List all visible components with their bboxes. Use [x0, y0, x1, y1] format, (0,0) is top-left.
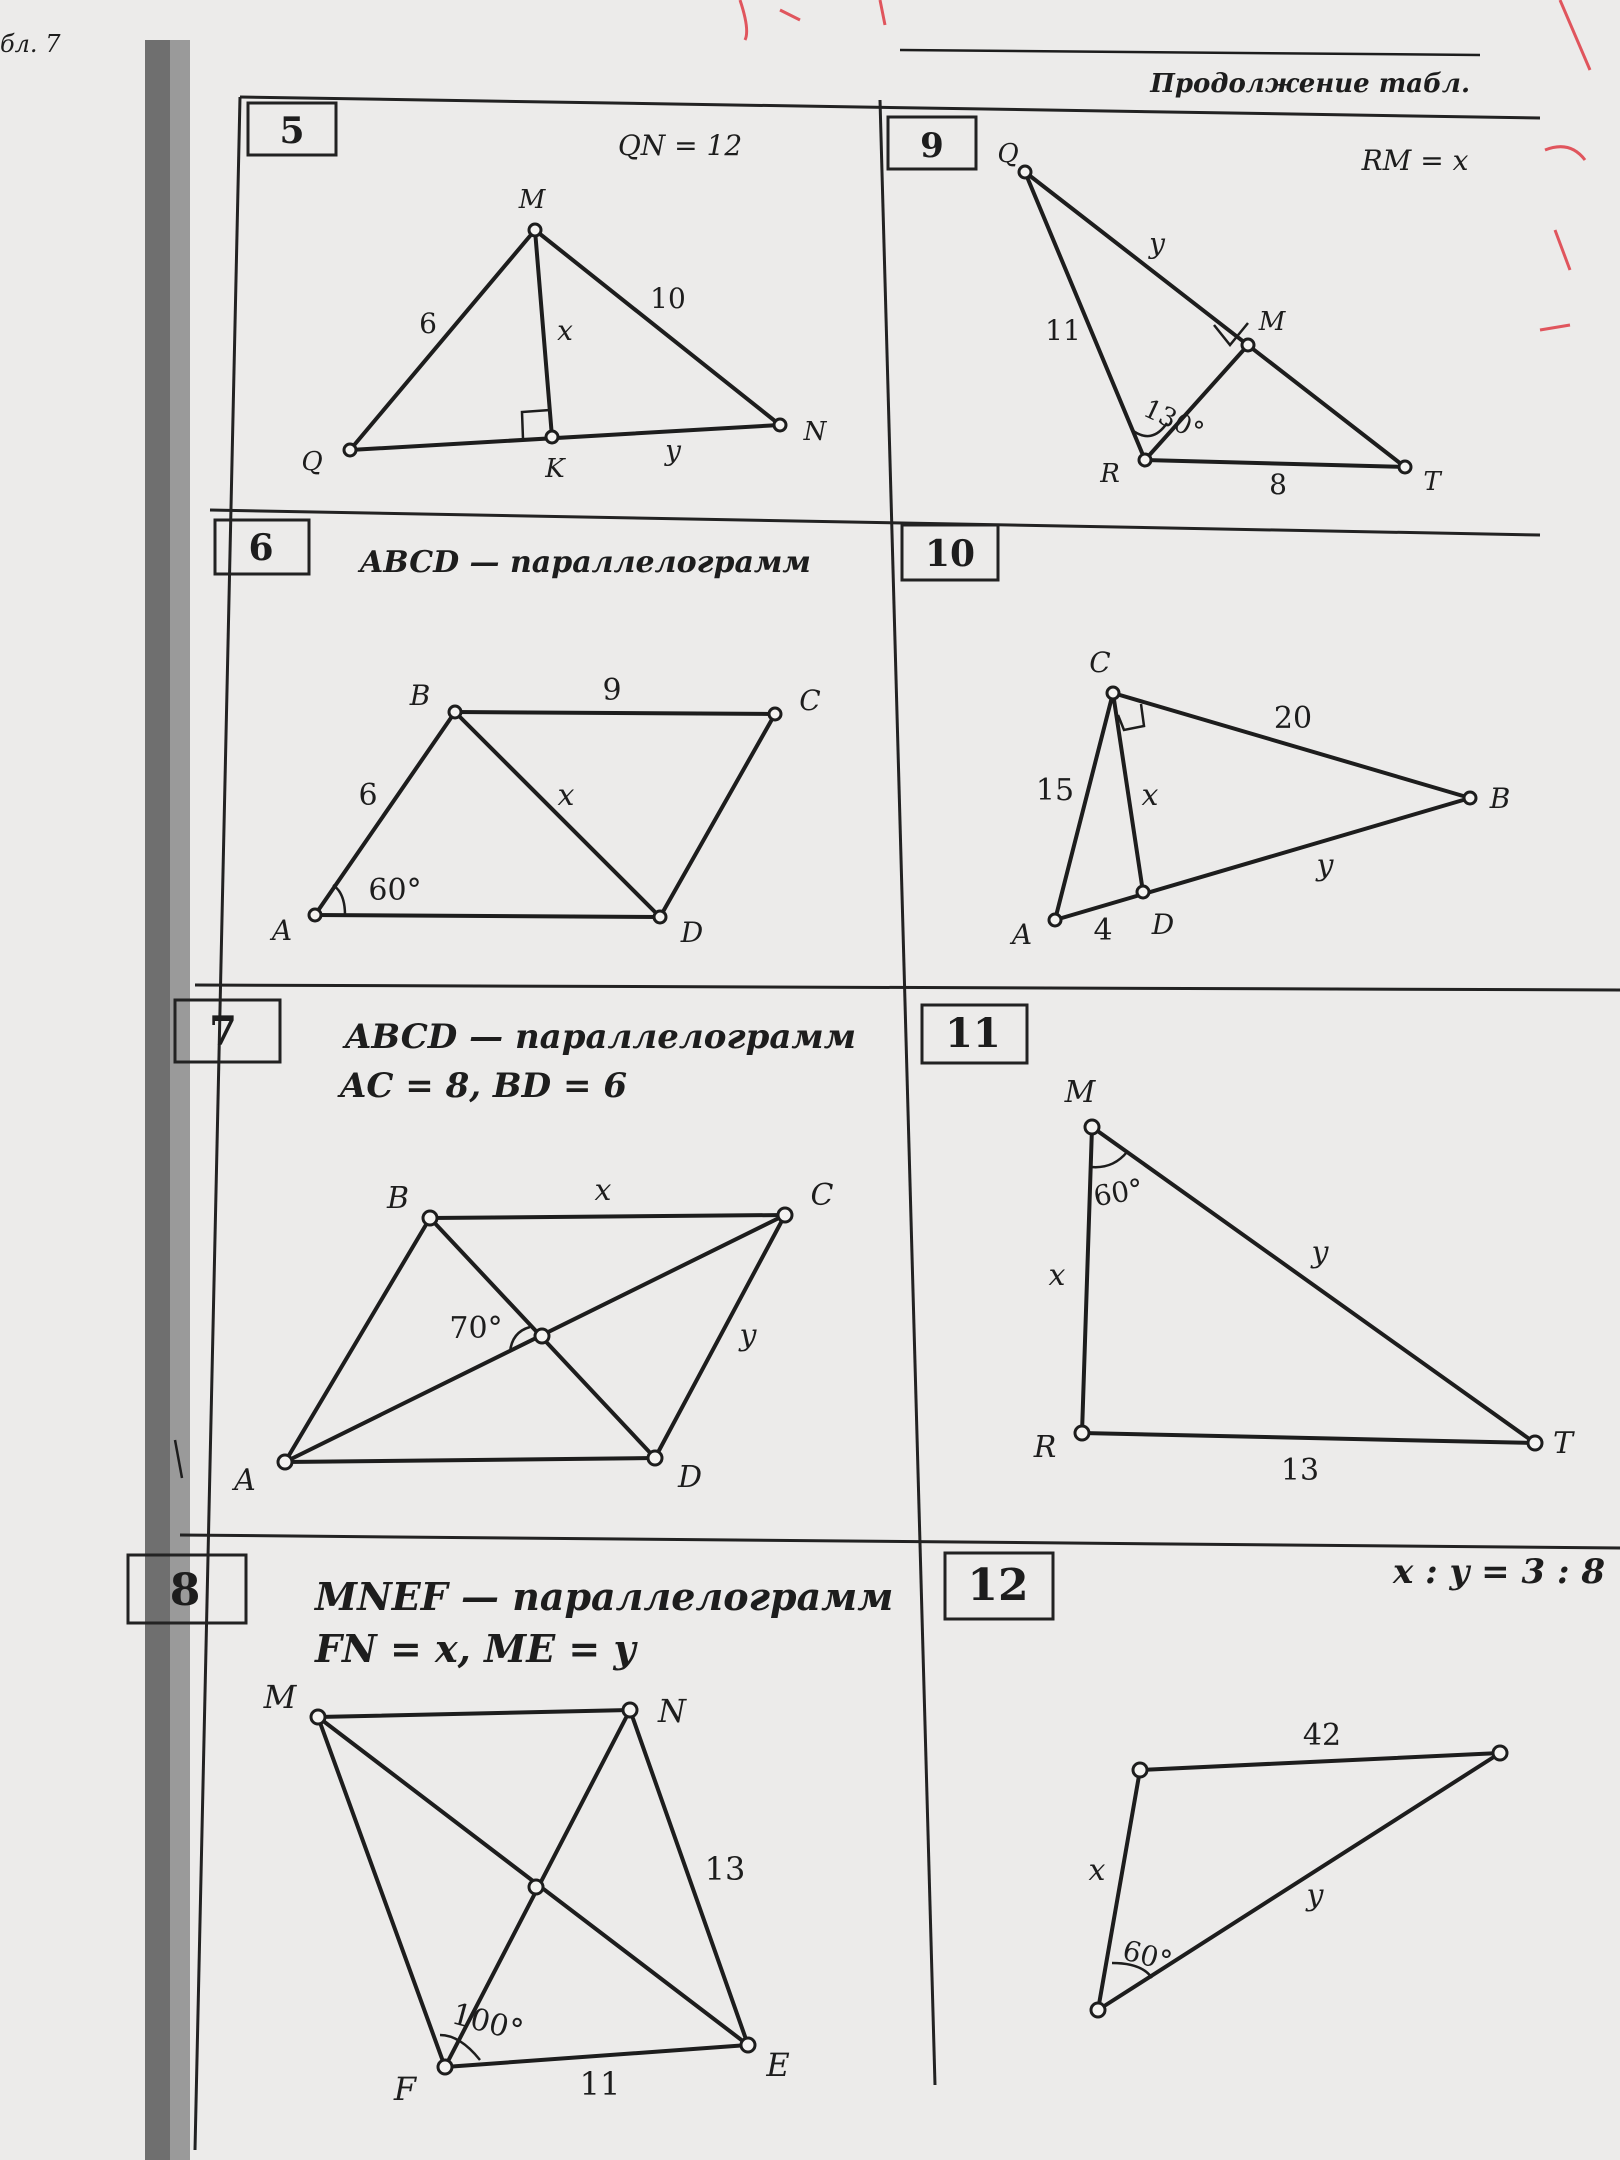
side-label: y [739, 1318, 757, 1353]
side-label: 11 [579, 2065, 621, 2103]
side-label: y [1311, 1235, 1329, 1270]
side-label: 4 [1093, 913, 1113, 948]
vertex-label: C [1089, 646, 1111, 679]
given-text-2: FN = x, ME = y [315, 1626, 636, 1671]
vertex-label: D [680, 916, 704, 949]
angle-label: 60° [368, 873, 422, 908]
vertex-label: R [1033, 1430, 1057, 1465]
angle-label: 100° [448, 1996, 527, 2050]
problem-number: 9 [920, 126, 944, 166]
angle-label: 60° [1119, 1933, 1176, 1979]
side-label: x [557, 778, 575, 813]
vertex-label: T [1423, 467, 1441, 497]
vertex-label: M [518, 185, 546, 215]
vertex-label: F [393, 2070, 417, 2108]
side-label: y [1149, 227, 1165, 260]
vertex-label: Q [301, 447, 323, 477]
vertex-label: D [677, 1460, 703, 1495]
side-label: y [1306, 1878, 1324, 1913]
vertex-label: B [386, 1181, 410, 1216]
side-label: x [1088, 1853, 1106, 1888]
vertex-label: M [1258, 307, 1286, 337]
side-label: 13 [704, 1850, 746, 1888]
side-label: 11 [1045, 314, 1081, 347]
given-text: ABCD — параллелограмм [345, 1017, 857, 1057]
problem-number: 7 [209, 1008, 237, 1055]
problem-number: 12 [967, 1560, 1029, 1611]
side-label: 6 [419, 307, 437, 340]
problem-number: 11 [945, 1010, 1001, 1057]
side-label: 13 [1280, 1453, 1320, 1488]
vertex-label: R [1100, 459, 1120, 489]
side-label: 9 [602, 673, 622, 708]
angle-label: 60° [1091, 1172, 1146, 1214]
given-text: ABCD — параллелограмм [360, 545, 811, 580]
side-label: 6 [358, 778, 378, 813]
vertex-label: K [545, 454, 565, 484]
vertex-label: T [1552, 1426, 1574, 1461]
given-text: x : y = 3 : 8 [1393, 1552, 1605, 1592]
side-label: x [1141, 778, 1159, 813]
given-text: QN = 12 [617, 129, 743, 162]
vertex-label: Q [997, 139, 1019, 169]
problem-number: 6 [248, 527, 274, 569]
vertex-label: D [1151, 908, 1175, 941]
binding-edge [170, 40, 190, 2160]
vertex-label: N [803, 417, 827, 447]
vertex-label: C [810, 1178, 834, 1213]
side-label: 8 [1269, 468, 1287, 501]
problem-number: 10 [924, 533, 976, 575]
side-label: 20 [1273, 701, 1313, 736]
side-label: 42 [1302, 1718, 1342, 1753]
side-label: y [665, 434, 681, 467]
vertex-label: B [409, 679, 431, 712]
side-label: y [1316, 848, 1334, 883]
problem-number: 5 [279, 110, 305, 152]
side-label: x [594, 1173, 612, 1208]
vertex-label: M [1064, 1075, 1096, 1110]
angle-label: 130° [1138, 393, 1209, 448]
problem-number: 8 [169, 1565, 201, 1616]
vertex-label: N [658, 1692, 686, 1730]
vertex-label: A [1011, 918, 1033, 951]
vertex-label: A [271, 914, 293, 947]
corner-label: бл. 7 [0, 30, 61, 58]
vertex-label: E [766, 2046, 790, 2084]
vertex-label: C [799, 684, 821, 717]
continuation-label: Продолжение табл. [1150, 69, 1470, 99]
given-text-2: AC = 8, BD = 6 [340, 1066, 627, 1106]
side-label: 15 [1035, 773, 1075, 808]
vertex-label: A [234, 1463, 256, 1498]
given-text: MNEF — параллелограмм [315, 1574, 894, 1619]
side-label: x [1048, 1258, 1066, 1293]
side-label: x [557, 314, 573, 347]
side-label: 10 [650, 282, 686, 315]
vertex-label: M [263, 1678, 297, 1716]
angle-label: 70° [449, 1311, 503, 1346]
given-text: RM = x [1361, 144, 1469, 177]
vertex-label: B [1489, 782, 1511, 815]
